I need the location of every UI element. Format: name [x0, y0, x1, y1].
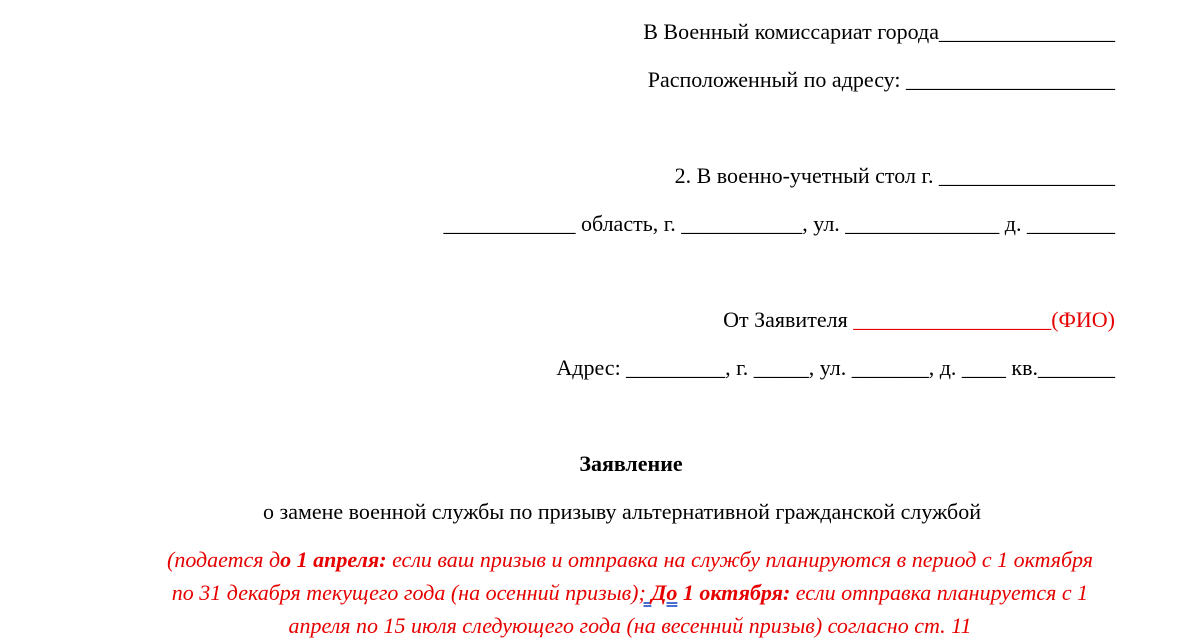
- note-part-4: ;: [638, 580, 652, 605]
- applicant-line: [723, 307, 1115, 333]
- document-subtitle: о замене военной службы по призыву альтернативной гражданской службой: [263, 499, 981, 524]
- recipient-address: Расположенный по адресу: ___________________: [647, 67, 1115, 92]
- deadline-note: [160, 543, 1100, 642]
- note-part-6: 1 октября:: [677, 580, 791, 605]
- applicant-name-blank: __________________(ФИО): [853, 307, 1115, 332]
- recipient-region: ____________ область, г. ___________, ул. ______________ д. ________: [443, 211, 1115, 236]
- note-part-3: если ваш призыв и отправка на службу планируются в период с 1 октября по 31 декабря текущего года (на осенний призыв): [171, 547, 1093, 605]
- note-part-7: если отправка планируется с 1 апреля по 15 июля следующего года (на весенний призыв) согласно ст. 11: [288, 580, 1089, 638]
- note-part-1: (подается д: [167, 547, 281, 572]
- applicant-address: Адрес: _________, г. _____, ул. _______, д. ____ кв._______: [556, 355, 1115, 380]
- note-part-5: До: [651, 580, 678, 605]
- applicant-label: От Заявителя: [723, 307, 854, 332]
- recipient-desk: 2. В военно-учетный стол г. ________________: [674, 163, 1115, 188]
- recipient-commissariat: В Военный комиссариат города________________: [643, 19, 1115, 44]
- document-title: Заявление: [579, 451, 683, 476]
- note-part-2: о 1 апреля:: [280, 547, 387, 572]
